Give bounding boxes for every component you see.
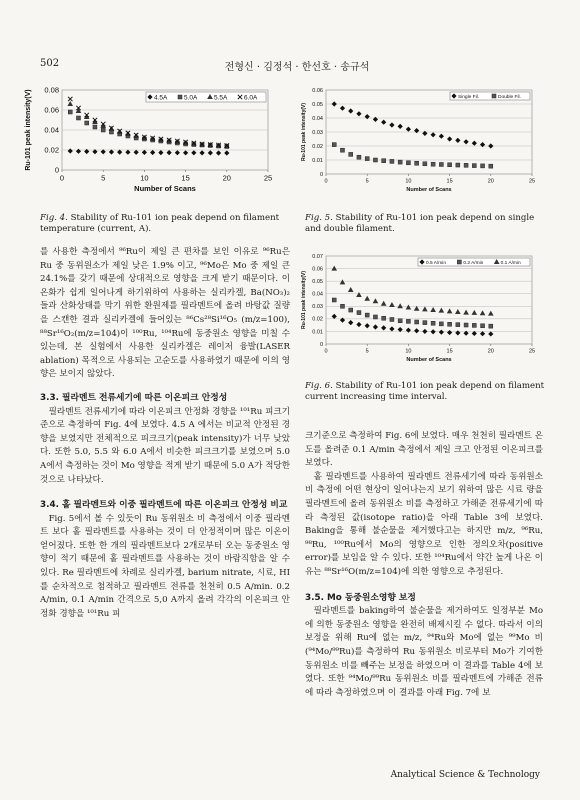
- data-point: [415, 320, 419, 324]
- data-point: [463, 139, 468, 144]
- y-tick-label: 0.08: [44, 85, 59, 95]
- data-point: [472, 164, 476, 168]
- series-3: [67, 101, 229, 148]
- data-point: [349, 152, 353, 156]
- left-paragraph-2: 필라멘트 전류세기에 따라 이온피크 안정화 경향을 ¹⁰¹Ru 피크기준으로 측정하여 Fig. 4에 보였다. 4.5 A 에서는 비교적 안정된 경향을 보였지만 전체적으로 피크크기(peak intensity)가 너무 낮았다. 또한 5.0, 5.5 와 6.0 A에서 비슷한 피크크기를 보였으며 5.0 A에서 측정하는 것이 Mo 영향을 적게 받기 때문에 5.0 A가 적당한 것으로 나타났다.: [40, 406, 291, 485]
- data-point: [489, 324, 493, 328]
- y-tick-label: 0: [54, 165, 59, 175]
- y-tick-label: 0.04: [44, 125, 59, 135]
- data-point: [455, 138, 460, 143]
- data-point: [365, 323, 370, 328]
- data-point: [68, 110, 72, 114]
- right-paragraph-3: 필라멘트를 baking하여 불순물을 제거하여도 일정부분 Mo에 의한 동중원소 영향을 완전히 배제시킬 수 없다. 따라서 이의 보정을 위해 Ru에 없는 m/z, ⁹⁴Ru와 Mo에 없는 ⁹⁹Mo 비(⁹⁴Mo/⁹⁹Ru)를 측정하여 Ru 동위원소 비로부터 Mo가 기여한 동위원소 비를 빼주는 보정을 하였으며 이 결과를 Table 4에 보였다. 또한 ⁹⁴Mo/⁹⁹Ru 동위원소 비를 필라멘트에 가해준 전류에 따라 측정하였으며 이 결과를 아래 Fig. 7에 보: [305, 606, 543, 698]
- y-tick-label: 0.01: [312, 329, 323, 336]
- x-tick-label: 25: [528, 348, 536, 355]
- data-point: [332, 298, 336, 302]
- data-point: [481, 324, 485, 328]
- x-axis-label: Number of Scans: [406, 187, 452, 193]
- data-point: [348, 287, 354, 292]
- data-point: [406, 127, 411, 132]
- data-point: [125, 150, 130, 155]
- x-tick-label: 25: [528, 178, 536, 185]
- y-tick-label: 0: [319, 171, 323, 178]
- plot-area: [326, 256, 532, 344]
- data-point: [398, 124, 403, 129]
- legend-label: 0.1 A/min: [500, 260, 521, 266]
- data-point: [373, 158, 377, 162]
- data-point: [382, 159, 386, 163]
- legend: [450, 92, 530, 100]
- data-point: [414, 128, 419, 133]
- legend-marker: [457, 260, 461, 264]
- data-point: [448, 322, 452, 326]
- data-point: [439, 308, 445, 313]
- x-axis-label: Number of Scans: [134, 184, 196, 193]
- figure-5-label: Fig. 5.: [305, 213, 333, 223]
- data-point: [423, 321, 427, 325]
- data-point: [76, 108, 82, 113]
- data-point: [414, 306, 420, 311]
- y-tick-label: 0: [319, 341, 323, 348]
- figure-5-plot: [298, 80, 542, 204]
- y-tick-label: 0.02: [312, 143, 323, 150]
- data-point: [472, 310, 478, 315]
- data-point: [381, 120, 386, 125]
- data-point: [439, 322, 443, 326]
- data-point: [431, 321, 435, 325]
- data-point: [406, 319, 410, 323]
- data-point: [183, 150, 188, 155]
- y-tick-label: 0.04: [312, 115, 323, 122]
- data-point: [208, 150, 213, 155]
- figure-6-caption: [305, 381, 545, 403]
- data-point: [389, 302, 395, 307]
- left-paragraph-3: Fig. 5에서 볼 수 있듯이 Ru 동위원소 비 측정에서 이중 필라멘트 보다 홑 필라멘트를 사용하는 것이 더 안정적이며 많은 이온이 얻어졌다. 또한 한 개의 필라멘트보다 2개로부터 오는 동중원소 영향이 적기 때문에 홑 필라멘트를 사용하는 것이 바람직함을 알 수 있다. Re 필라멘트에 차례로 실리카겔, barium nitrate, 시료, HI를 순차적으로 첨적하고 필라멘트 전류를 천천히 0.5 A/min. 0.2 A/min, 0.1 A/min 간격으로 5,0 A까지 올려 각각의 이온피크 안정화 경향을 ¹⁰¹Ru 피: [40, 513, 290, 619]
- data-point: [480, 331, 485, 336]
- data-point: [365, 157, 369, 161]
- running-header-authors: 전형신 · 김정석 · 한선호 · 송규석: [224, 62, 370, 73]
- figure-4-label: Fig. 4.: [40, 213, 68, 223]
- data-point: [447, 330, 452, 335]
- data-point: [332, 101, 337, 106]
- x-tick-label: 5: [365, 178, 369, 185]
- y-tick-label: 0.01: [312, 157, 323, 164]
- data-point: [340, 148, 344, 152]
- data-point: [406, 305, 412, 310]
- data-point: [67, 101, 73, 106]
- data-point: [199, 150, 204, 155]
- x-tick-label: 10: [405, 348, 412, 355]
- right-paragraph-2: 홑 필라멘트를 사용하여 필라멘트 전류세기에 따라 동위원소 비 측정에 어떤 현상이 일어나는지 보기 위하여 많은 시료 량을 필라멘트에 올려 동위원소 비를 측정하고 가해준 전류세기에 따라 측정된 값(isotope ratio)을 아래 Table 3에 보였다. Baking을 통해 불순물을 제거했다고는 하지만 m/z, ⁹⁶Ru, ⁹⁸Ru, ¹⁰⁰Ru에서 Mo의 영향으로 인한 정의오차(positive error)를 보임을 알 수 있다. 또한 ¹⁰⁴Ru에서 약간 높게 나온 이유는 ⁸⁸Sr¹⁶O(m/z=104)에 의한 영향으로 추정된다.: [305, 471, 543, 577]
- figure-6-caption-text: Stability of Ru-101 ion peak depend on filament current increasing time interval.: [305, 381, 545, 402]
- data-point: [76, 149, 81, 154]
- data-point: [373, 298, 379, 303]
- data-point: [142, 150, 147, 155]
- data-point: [373, 315, 377, 319]
- data-point: [463, 310, 469, 315]
- x-tick-label: 15: [446, 178, 453, 185]
- data-point: [488, 143, 493, 148]
- data-point: [117, 150, 122, 155]
- data-point: [356, 292, 362, 297]
- figure-4-chart: [22, 80, 284, 208]
- y-tick-label: 0.06: [44, 105, 59, 115]
- y-tick-label: 0.03: [312, 304, 323, 311]
- data-point: [357, 311, 361, 315]
- data-point: [390, 159, 394, 163]
- series-3: [331, 266, 493, 316]
- data-point: [357, 155, 361, 159]
- data-point: [464, 163, 468, 167]
- data-point: [224, 150, 229, 155]
- series-2: [332, 298, 493, 328]
- data-point: [455, 330, 460, 335]
- data-point: [431, 132, 436, 137]
- y-axis-label: Ru-101 peak intensity(V): [301, 102, 307, 162]
- figure-5-caption: [305, 213, 545, 235]
- data-point: [365, 313, 369, 317]
- data-point: [382, 316, 386, 320]
- data-point: [488, 311, 494, 316]
- data-point: [373, 324, 378, 329]
- data-point: [85, 121, 89, 125]
- legend-label: 6.0A: [244, 94, 258, 102]
- y-tick-label: 0.06: [312, 87, 323, 94]
- y-tick-label: 0.03: [312, 129, 323, 136]
- data-point: [356, 322, 361, 327]
- data-point: [456, 163, 460, 167]
- legend-label: 5.0A: [184, 94, 198, 102]
- data-point: [216, 150, 221, 155]
- data-point: [364, 296, 370, 301]
- data-point: [406, 328, 411, 333]
- x-tick-label: 10: [405, 178, 412, 185]
- series-4: [68, 94, 229, 148]
- figure-5-chart: [298, 80, 542, 208]
- data-point: [398, 160, 402, 164]
- data-point: [340, 304, 344, 308]
- legend: [418, 258, 530, 266]
- data-point: [481, 164, 485, 168]
- data-point: [472, 323, 476, 327]
- data-point: [348, 320, 353, 325]
- data-point: [76, 116, 80, 120]
- x-tick-label: 20: [487, 348, 494, 355]
- data-point: [134, 150, 139, 155]
- x-tick-label: 0: [324, 178, 328, 185]
- x-tick-label: 10: [140, 173, 149, 183]
- data-point: [340, 279, 346, 284]
- data-point: [422, 306, 428, 311]
- data-point: [456, 323, 460, 327]
- data-point: [332, 143, 336, 147]
- data-point: [422, 131, 427, 136]
- x-tick-label: 5: [101, 173, 106, 183]
- figure-5-caption-text: Stability of Ru-101 ion peak depend on single and double filament.: [305, 213, 535, 234]
- series-2: [332, 143, 493, 169]
- y-tick-label: 0.04: [312, 291, 323, 298]
- y-tick-label: 0.02: [312, 316, 323, 323]
- data-point: [356, 111, 361, 116]
- data-point: [422, 329, 427, 334]
- y-tick-label: 0.02: [44, 145, 59, 155]
- figure-6-label: Fig. 6.: [305, 381, 333, 391]
- legend-label: 0.5 A/min: [426, 260, 446, 266]
- data-point: [448, 163, 452, 167]
- y-tick-label: 0.05: [312, 278, 323, 285]
- data-point: [398, 319, 402, 323]
- data-point: [340, 318, 345, 323]
- x-tick-label: 15: [446, 348, 453, 355]
- data-point: [430, 307, 436, 312]
- figure-4-plot: [22, 80, 284, 204]
- left-column: [40, 246, 290, 621]
- y-tick-label: 0.05: [312, 101, 323, 108]
- data-point: [464, 323, 468, 327]
- data-point: [381, 301, 387, 306]
- data-point: [381, 325, 386, 330]
- data-point: [373, 117, 378, 122]
- series-2: [68, 110, 229, 149]
- data-point: [167, 150, 172, 155]
- data-point: [480, 142, 485, 147]
- data-point: [423, 162, 427, 166]
- y-tick-label: 0.07: [312, 253, 323, 260]
- journal-footer: Analytical Science & Technology: [390, 770, 540, 780]
- data-point: [406, 161, 410, 165]
- legend-label: 5.5A: [214, 94, 228, 102]
- data-point: [331, 266, 337, 271]
- data-point: [84, 149, 89, 154]
- data-point: [472, 141, 477, 146]
- data-point: [340, 106, 345, 111]
- data-point: [389, 326, 394, 331]
- data-point: [68, 148, 73, 153]
- data-point: [439, 134, 444, 139]
- data-point: [415, 161, 419, 165]
- x-tick-label: 20: [487, 178, 494, 185]
- data-point: [101, 128, 105, 132]
- legend-marker: [492, 94, 496, 98]
- data-point: [365, 114, 370, 119]
- y-axis-label: Ru-101 peak intensity(V): [301, 270, 307, 330]
- x-tick-label: 5: [365, 348, 369, 355]
- data-point: [158, 150, 163, 155]
- data-point: [68, 97, 72, 101]
- data-point: [389, 122, 394, 127]
- y-tick-label: 0.06: [312, 266, 323, 273]
- x-axis-label: Number of Scans: [406, 357, 452, 363]
- data-point: [431, 329, 436, 334]
- data-point: [390, 317, 394, 321]
- figure-6-chart: [298, 248, 542, 376]
- data-point: [489, 164, 493, 168]
- legend: [146, 92, 266, 102]
- figure-6-plot: [298, 248, 542, 372]
- data-point: [488, 331, 493, 336]
- series-1: [332, 101, 494, 148]
- data-point: [480, 310, 486, 315]
- data-point: [93, 125, 97, 129]
- data-point: [439, 330, 444, 335]
- page-number: 502: [40, 58, 60, 69]
- data-point: [332, 314, 337, 319]
- y-axis-label: Ru-101 peak intensity(V): [25, 89, 32, 171]
- data-point: [439, 162, 443, 166]
- right-column: [305, 430, 543, 700]
- left-paragraph-1: 를 사용한 측정에서 ⁹⁶Ru이 제일 큰 편차를 보인 이유로 ⁹⁶Ru은 Ru 중 동위원소가 제일 낮은 1.9% 이고, ⁹⁶Mo은 Mo 중 제일 큰 24.1%를 갖기 때문에 상대적으로 영향을 크게 받기 때문이다. 이온화가 쉽게 일어나게 하기위하여 사용하는 실리카겔, Ba(NO₃)₂ 들과 산화상태를 막기 위한 환원제를 필라멘트에 올려 바탕값 질량을 스캔한 결과 실리카겔에 들어있는 ⁸⁶Cs²⁸Si¹⁶O₅ (m/z=100), ⁸⁸Sr¹⁶O₂(m/z=104)이 ¹⁰⁰Ru, ¹⁰⁴Ru에 동중원소 영향을 미칠 수 있는데, 본 실험에서 사용한 실리카겔은 레이저 융발(LASER ablation) 목적으로 사용되는 고순도를 사용하였기 때문에 이의 영향은 보이지 않았다.: [40, 247, 290, 380]
- series-1: [332, 314, 494, 337]
- legend-label: Single Fil.: [458, 94, 480, 100]
- x-tick-label: 20: [222, 173, 231, 183]
- data-point: [431, 162, 435, 166]
- data-point: [455, 309, 461, 314]
- data-point: [349, 308, 353, 312]
- data-point: [175, 150, 180, 155]
- legend-label: 0.2 A/min: [463, 260, 484, 266]
- figure-4-caption: [40, 213, 288, 235]
- data-point: [348, 108, 353, 113]
- data-point: [150, 150, 155, 155]
- section-3-3-heading: 3.3. 필라멘트 전류세기에 따른 이온피크 안정성: [40, 392, 228, 403]
- legend-label: Double Fil.: [498, 94, 521, 100]
- x-tick-label: 25: [263, 173, 273, 183]
- x-tick-label: 0: [324, 348, 328, 355]
- data-point: [191, 150, 196, 155]
- data-point: [447, 308, 453, 313]
- right-paragraph-1: 크기준으로 측정하여 Fig. 6에 보였다. 매우 천천히 필라멘트 온도를 올려준 0.1 A/min 측정에서 제일 크고 안정된 이온피크를 보였다.: [305, 431, 543, 469]
- section-3-5-heading: 3.5. Mo 동중원소영향 보정: [305, 592, 416, 603]
- data-point: [447, 136, 452, 141]
- legend-marker: [178, 95, 182, 99]
- data-point: [397, 303, 403, 308]
- legend-label: 4.5A: [154, 94, 168, 102]
- x-tick-label: 0: [59, 173, 65, 183]
- section-3-4-heading: 3.4. 홑 필라멘트와 이중 필라멘트에 따른 이온피크 안정성 비교: [40, 500, 288, 511]
- data-point: [414, 328, 419, 333]
- series-1: [68, 148, 230, 155]
- figure-4-caption-text: Stability of Ru-101 ion peak depend on filament temperature (current, A).: [40, 213, 280, 234]
- x-tick-label: 15: [181, 173, 190, 183]
